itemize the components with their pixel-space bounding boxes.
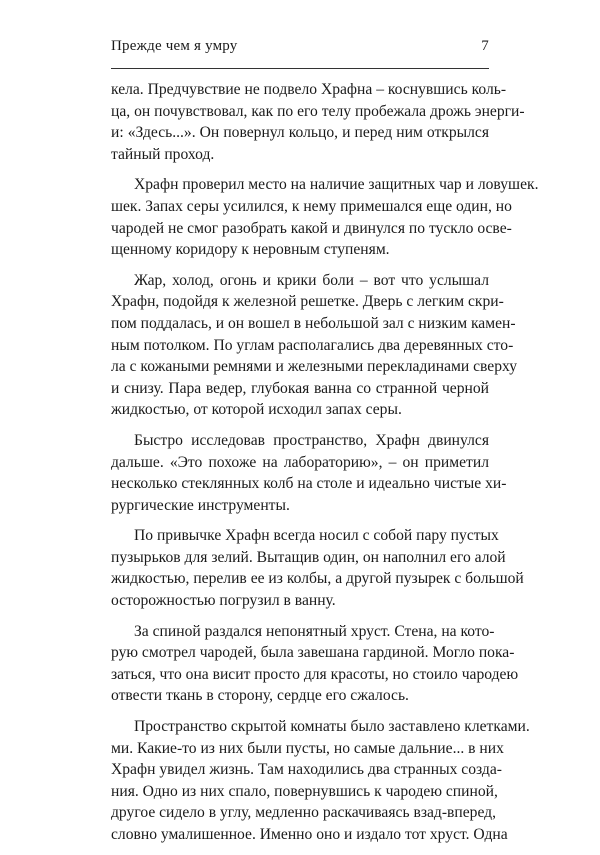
text-line: пом поддалась, и он вошел в небольшой зал с низким камен-: [111, 314, 516, 332]
text-line: несколько стеклянных колб на столе и идеально чистые хи-: [111, 475, 507, 493]
text-line: По привычке Храфн всегда носил с собой пару пустых: [134, 527, 499, 545]
text-line: чародей не смог разобрать какой и двинулся по тускло осве-: [111, 219, 512, 237]
header-rule: [111, 68, 489, 69]
text-line: ния. Одно из них спало, повернувшись к чародею спиной,: [111, 782, 498, 800]
text-line: Быстро исследовав пространство, Храфн двинулся: [134, 431, 489, 449]
text-line: и: «Здесь...». Он повернул кольцо, и перед ним открылся: [111, 124, 489, 142]
text-line: ным потолком. По углам располагались два деревянных сто-: [111, 336, 514, 354]
running-title: Прежде чем я умру: [111, 38, 238, 54]
text-line: жидкостью, перелив ее из колбы, а другой пузырек с большой: [111, 570, 524, 588]
text-line: рургические инструменты.: [111, 496, 290, 514]
text-line: ца, он почувствовал, как по его телу пробежала дрожь энерги-: [111, 102, 525, 120]
text-line: Храфн, подойдя к железной решетке. Дверь с легким скри-: [111, 293, 504, 311]
paragraph: [111, 79, 525, 165]
text-line: другое сидело в углу, медленно раскачиваясь взад-вперед,: [111, 804, 497, 822]
paragraph: [111, 174, 539, 260]
text-line: дальше. «Это похоже на лабораторию», – он приметил: [111, 453, 489, 471]
paragraph: [111, 525, 524, 611]
text-line: отвести ткань в сторону, сердце его сжалось.: [111, 687, 409, 705]
body-text: [111, 79, 539, 855]
text-line: жидкостью, от которой исходил запах серы.: [111, 401, 402, 419]
text-line: Храфн увидел жизнь. Там находились два странных созда-: [111, 761, 502, 779]
page-number: 7: [481, 38, 489, 54]
paragraph: [111, 716, 530, 846]
text-line: рую смотрел чародей, была завешана гардиной. Могло пока-: [111, 644, 515, 662]
text-line: Пространство скрытой комнаты было заставлено клетками.: [134, 718, 530, 736]
paragraph: [111, 430, 507, 516]
text-line: кела. Предчувствие не подвело Храфна – коснувшись коль-: [111, 81, 507, 98]
text-line: шек. Запах серы усилился, к нему примешался еще один, но: [111, 197, 512, 215]
text-line: ми. Какие-то из них были пусты, но самые дальние... в них: [111, 739, 504, 757]
text-line: словно умалишенное. Именно оно и издало тот хруст. Одна: [111, 826, 508, 843]
text-line: пузырьков для зелий. Вытащив один, он наполнил его алой: [111, 548, 506, 566]
text-line: тайный проход.: [111, 145, 215, 163]
text-line: щенному коридору к неровным ступеням.: [111, 241, 390, 259]
text-line: и снизу. Пара ведер, глубокая ванна со странной черной: [111, 379, 489, 397]
paragraph: [111, 270, 518, 421]
text-line: ла с кожаными ремнями и железными перекладинами сверху: [111, 358, 518, 376]
text-line: Храфн проверил место на наличие защитных чар и ловушек.: [134, 176, 539, 194]
paragraph: [111, 621, 519, 707]
text-line: заться, что она висит просто для красоты, но стоило чародею: [111, 665, 519, 683]
text-line: Жар, холод, огонь и крики боли – вот что услышал: [134, 271, 489, 289]
running-header: [111, 38, 489, 62]
text-line: осторожностью погрузил в ванну.: [111, 592, 336, 610]
text-line: За спиной раздался непонятный хруст. Стена, на кото-: [134, 622, 495, 640]
